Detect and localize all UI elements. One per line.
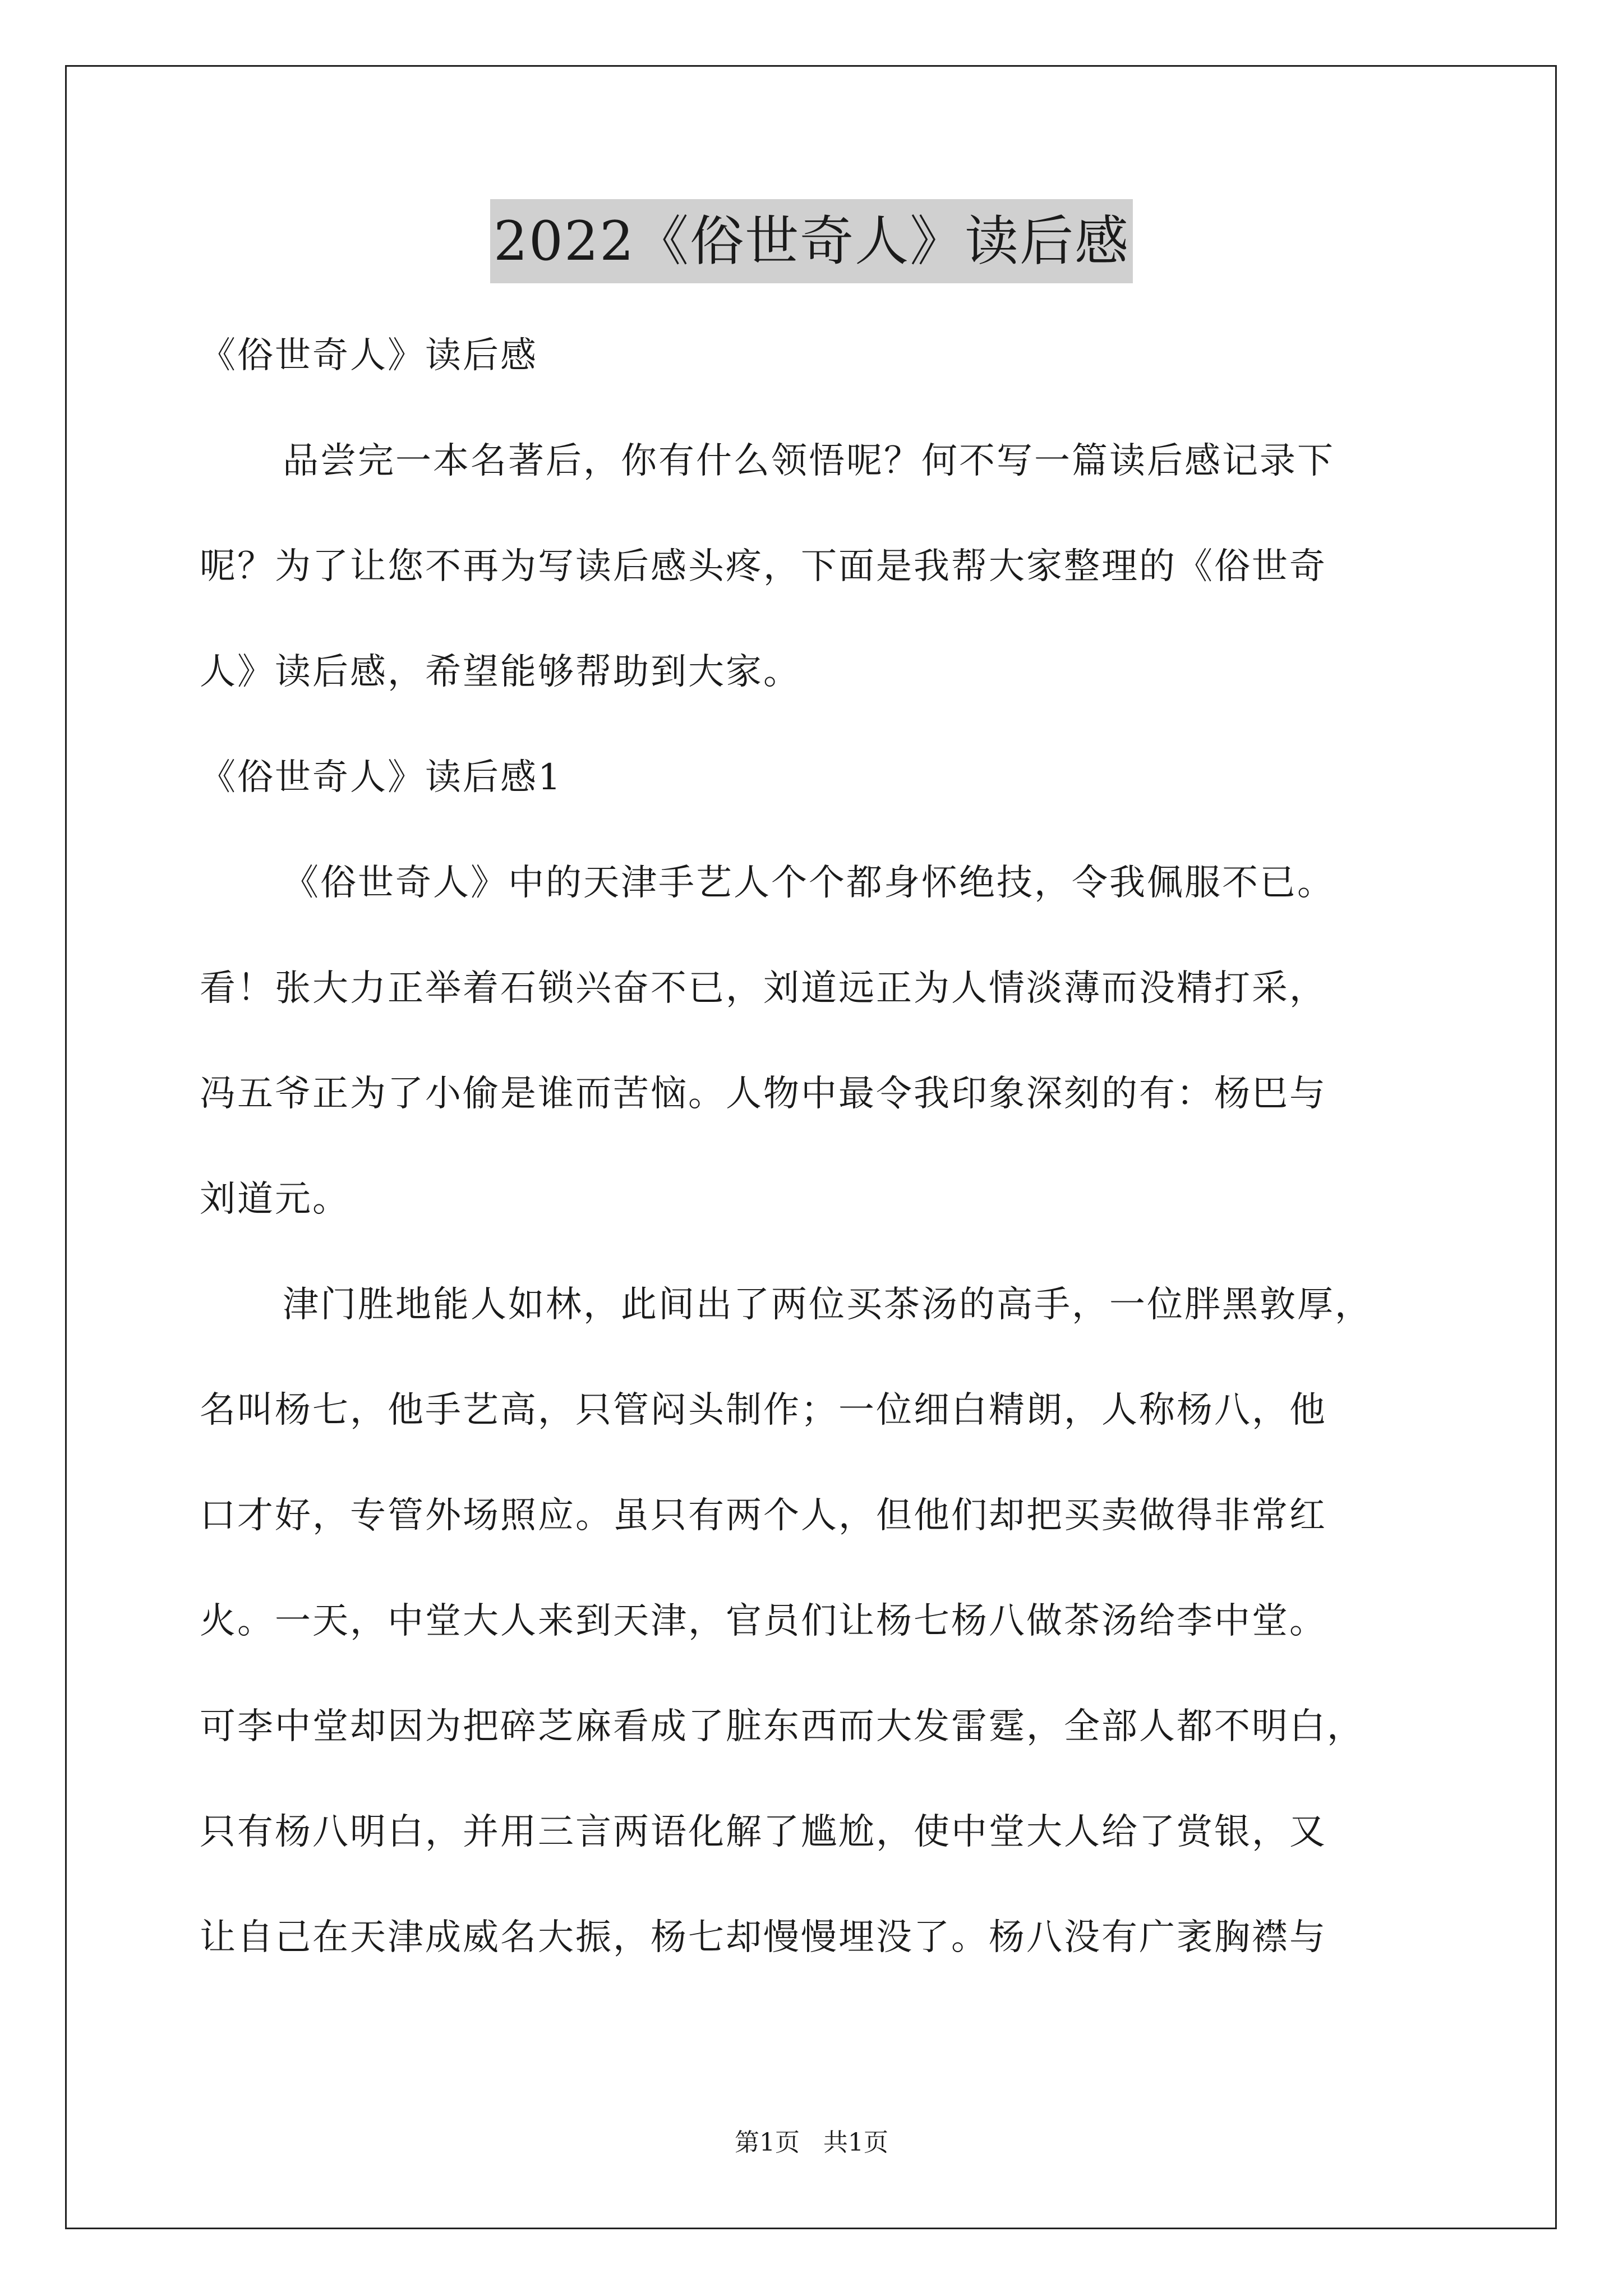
page-number-footer: 第1页 共1页: [735, 2128, 888, 2157]
paragraph-line: 名叫杨七，他手艺高，只管闷头制作；一位细白精朗，人称杨八，他: [200, 1389, 1327, 1431]
paragraph-line: 《俗世奇人》中的天津手艺人个个都身怀绝技，令我佩服不已。: [283, 862, 1335, 904]
paragraph-line: 可李中堂却因为把碎芝麻看成了脏东西而大发雷霆，全部人都不明白，: [200, 1706, 1364, 1747]
paragraph-line: 看！张大力正举着石锁兴奋不已，刘道远正为人情淡薄而没精打采，: [200, 968, 1327, 1009]
paragraph-line: 刘道元。: [200, 1179, 350, 1220]
paragraph-line: 人》读后感，希望能够帮助到大家。: [200, 651, 801, 693]
paragraph-line: 让自己在天津成威名大振，杨七却慢慢埋没了。杨八没有广袤胸襟与: [200, 1917, 1327, 1958]
subtitle-line: 《俗世奇人》读后感: [200, 335, 538, 376]
section-heading: 《俗世奇人》读后感1: [200, 757, 562, 798]
paragraph-line: 品尝完一本名著后，你有什么领悟呢？何不写一篇读后感记录下: [283, 440, 1335, 482]
paragraph-line: 火。一天，中堂大人来到天津，官员们让杨七杨八做茶汤给李中堂。: [200, 1600, 1327, 1642]
document-title[interactable]: 2022《俗世奇人》读后感: [490, 199, 1133, 283]
document-body: [200, 303, 1456, 1990]
paragraph-line: 口才好，专管外场照应。虽只有两个人，但他们却把买卖做得非常红: [200, 1495, 1327, 1536]
paragraph-line: 只有杨八明白，并用三言两语化解了尴尬，使中堂大人给了赏银，又: [200, 1811, 1327, 1853]
paragraph-line: 呢？为了让您不再为写读后感头疼，下面是我帮大家整理的《俗世奇: [200, 546, 1327, 587]
paragraph-line: 冯五爷正为了小偷是谁而苦恼。人物中最令我印象深刻的有：杨巴与: [200, 1073, 1327, 1115]
paragraph-line: 津门胜地能人如林，此间出了两位买茶汤的高手，一位胖黑敦厚，: [283, 1284, 1372, 1326]
title-container: [0, 199, 1623, 283]
